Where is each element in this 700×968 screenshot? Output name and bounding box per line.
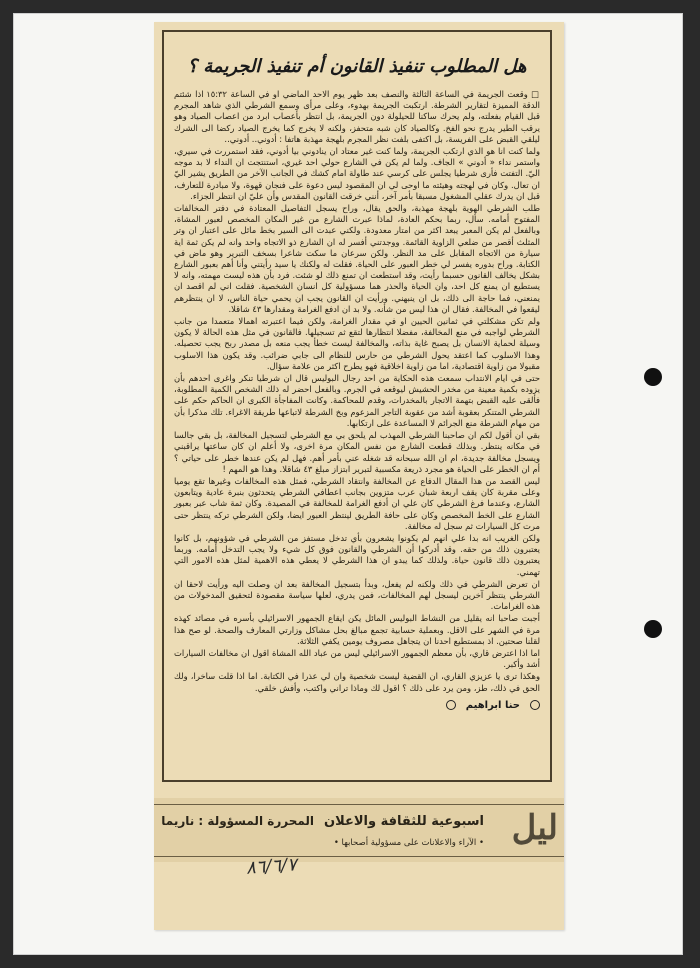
- handwritten-date: ٨٦/٦/٧: [245, 854, 298, 879]
- article-byline: [174, 700, 540, 711]
- newspaper-clipping: [154, 22, 564, 930]
- article-paragraph: ولم تكن مشكلتي في ثمانين الحيين او في مقدار الغرامة، ولكن فيما اعتبرته اهمالا متعمدا من جانب الشرطي لواجبه في منع المخالفة، مفضلا انتظارها لتقع ثم تسجيلها. فالقانون في مثل هذه الحالة لا يكون وسيلة لحماية الانسان بل يصبح غاية بذاته، والمخالفة ليست خطأ يجب منعه بل مصدر ربح يجب تحصيله. وهذا الاسلوب كما اعتقد يحول الشرطي من حارس للنظام الى جابي ضرائب. وقد يكون هذا الاسلوب مقبولا من زاوية اقتصادية، اما من زاوية اخلاقية فهو يطرح اكثر من علامة سؤال.: [174, 316, 540, 371]
- article-box: [162, 30, 552, 782]
- article-paragraph: وهكذا ترى يا عزيزي القاري، ان القضية ليست شخصية وان لي عذرا في الكتابة. اما اذا قلت ساخرا، ولك الحق في ذلك، طز، ومن يرد على ذلك ؟ اقول لك وماذا تراني واكتب، وأفش خلقي.: [174, 671, 540, 693]
- divider: [154, 856, 564, 857]
- article-paragraph: ولما كنت انا هو الذي ارتكب الجريمة، ولما كنت غير معتاد ان ينادوني بيا أدوني، فقد استمررت في سيري، واستمر نداء « أدوني » الجاف. ولما لم يكن في الشارع حولي احد غيري، استنتجت ان النداء لا بد موجه اليّ. التفتت فأرى شرطيا يجلس على كرسي عند طاولة امام كشك في الجانب الآخر من الطريق يشير اليّ ان تعال. وكان في لهجته وهيئته ما اوحى لي ان المقصود ليس دعوة على فنجان قهوة، ولا مبادرة للتعارف، قبل ان يدرك عقلي المشغول مسبقا بأمر آخر، أنني خرقت القانون المقدس وأن عليّ ان انتظر الجزاء.: [174, 146, 540, 201]
- article-paragraph: أجبت صاحبا انه يقليل من النشاط البوليس المائل يكن ايقاع الجمهور الاسرائيلي بأسره في مصائد كهذه مرة في الشهر على الاقل. وبعملية حسابية تجمع مبالغ بحل مشاكل وزارتي المعارف والصحة. لو صح هذا لقلنا صحتين. اذ بمستطيع احدنا ان يتجاهل مصروف يومين يكفي الثلاثة.: [174, 613, 540, 646]
- article-paragraph: ان تعرض الشرطي في ذلك ولكنه لم يفعل، وبدأ بتسجيل المخالفة بعد ان وصلت اليه ورأيت لاحقا ان الشرطي ينتظر آخرين ليسجل لهم المخالفات، فمن يدري، لعلها سياسة مقصودة لتحقيق المدخولات من هذه الغرامات.: [174, 578, 540, 612]
- author-name: حنا ابراهيم: [465, 699, 520, 711]
- article-paragraph: طلب الشرطي الهوية بلهجة مهذبة، والحق يقال، وراح يسجل التفاصيل المعتادة في دفتر المخالفات المفتوح أمامه. سأل، ربما بحكم العادة، لماذا عبرت الشارع من غير المكان المخصص لعبور المشاة، وبالفعل لم يكن المعبر يبعد اكثر من امتار معدودة. ولكني عبدت الى السير بخط مائل على اعتبار ان وتر المثلث أقصر من ضلعي الزاوية القائمة. ووجدتني أفسر له ان الشارع ذو الاتجاه واحد وانه لم يكن ثمة اية سيارة من الاتجاه المقابل على مد النظر. ولكن سرعان ما سكت شاعرا بسخف التبرير وهو ماض في الكتابة. وراح بدوره يفسر لي خطر العبور على الحياة. فقلت له ولكنك يا سيد رأيتني وأنا أهم بعبور الشارع بشكل يخالف القانون حسبما رأيت، وقد استطعت ان تمنع ذلك لو شئت. فرد بأن هذه ليست مهمته، وانه لا يستطيع ان يمنع كل احد، وان الحياة والحذر هما مسؤولية كل انسان الشخصية. فقلت اني لم اقصد ان يمنعني، فما حاجة الى ذلك، بل ان ينبهني. ورأيت ان القانون يجب ان يحمي حياة الناس، لا ان ينتظرهم ليقعوا في المخالفة. فقال ان هذا ليس من شأنه. ولا بد ان ادفع الغرامة ومقدارها ٤٣ شاقلا.: [174, 203, 540, 314]
- masthead-disclaimer: • الآراء والاعلانات على مسؤولية أصحابها •: [333, 838, 484, 848]
- article-paragraph: ولكن الغريب انه بدا علي انهم لم يكونوا يشعرون بأي تدخل مستفز من الشرطي في شؤونهم، بل كانوا يعتبرون ذلك من حقه. وقد أدركوا أن الشرطي والقانون فوق كل شيء ولا يجب التدخل أمامه. وربما يعتبرون ذلك قانون حياة. ولذلك كما يبدو ان هذا الشرطي لا يعطي هذه الاهمية لمثل هذه الامور التي تهمني.: [174, 532, 540, 577]
- masthead-tagline: اسبوعية للثقافة والاعلان: [323, 814, 484, 829]
- newspaper-logo: ليل: [511, 808, 558, 848]
- punch-hole: [644, 368, 662, 386]
- archive-page: [14, 14, 682, 954]
- masthead-editor: المحررة المسؤولة : ناريما: [161, 814, 314, 828]
- punch-hole: [644, 620, 662, 638]
- divider: [154, 804, 564, 805]
- article-paragraph: اما اذا اعترض قاري، بأن معظم الجمهور الاسرائيلي ليس من عباد الله المشاة اقول ان مخالفات السيارات أشد وأكبر.: [174, 647, 540, 670]
- article-body: [174, 89, 540, 694]
- article-headline: هل المطلوب تنفيذ القانون أم تنفيذ الجريمة ؟: [187, 56, 527, 77]
- article-paragraph: بقي ان أقول لكم ان صاحبنا الشرطي المهذب لم يلحق بي مع الشرطي لتسجيل المخالفة، بل بقي جالسا في مكانه ينتظر. وبذلك قطعت الشارع من نفس المكان مرة اخرى، ولا أعلم ان كان ساعتها يراقبني ويسجل مخالفة جديدة، ام ان الله سبحانه قد شغله عني بأمر أهم. فهل لم يكن عندها خطر على حياتي ؟ أم ان الخطر على الحياة هو مجرد ذريعة مكسبية لتبرير ابتزاز مبلغ ٤٣ شاقلا. وهذا هو المهم !: [174, 430, 540, 474]
- newspaper-masthead: [154, 798, 564, 862]
- article-paragraph: حتى في ايام الانتداب سمعت هذه الحكاية من احد رجال البوليس قال ان شرطيا تنكر واغرى احدهم بأن يزوده بكمية معينة من مخدر الحشيش ليوقعه في الجرم. وبالفعل احضر له ذلك الشخص الكمية المطلوبة، فألقى عليه القبض بتهمة الاتجار بالمخدرات، وقدم للمحاكمة. وكانت المفاجأة الكبرى ان الحاكم حكم على الشرطي المتنكر بعقوبة أشد من عقوبة التاجر المزعوم وبخ الشرطة لاتباعها طريقة الاغراء. تلك مذكرا بأن من مهام الشرطة منع الجرائم لا المساعدة على ارتكابها.: [174, 373, 540, 428]
- article-paragraph: ليس القصد من هذا المقال الدفاع عن المخالفة وانتقاد الشرطي، فمثل هذه المخالفات وغيرها تقع يوميا وعلى مقربة كان يقف اربعة شبان عرب متزوين بجانب اعطافي الشرطي يتحدثون بنبرة عادية ويتابعون الشارع، وعندما فرغ الشرطي كان علي ان أدفع الغرامة للمخالفة في المصيدة. وكان ثمة شاب عبر بعبور الشارع على الخط المخصص وكان على حافة الطريق لينتظر العبور ايضا، ولكن الشرطي تركه ينتظر حتى مرت كل السيارات ثم سجل له مخالفة.: [174, 475, 540, 531]
- article-paragraph: □ وقعت الجريمة في الساعة الثالثة والنصف بعد ظهر يوم الاحد الماضي او في الساعة ١٥:٣٢ اذا شئتم الدقة المميزة لتقارير الشرطة. ارتكبت الجريمة بهدوء، وعلى مرأى وسمع الشرطي الذي شاهد المجرم قبل القيام بفعلته، ولم يحرك ساكنا للحيلولة دون الجريمة، بل انتظر بأعصاب ابرد من اعصاب الصياد وهو يرقب الطير يدرج نحو الفخ. وكالصياد كان شبه متحفز، ولكنه لا يخرج كما يخرج الصياد ركضا الى الشرك ليلقي القبض على الفريسة، بل اكتفى بلفت نظر المجرم بلهجة مهذبة هاتفا : أدوني.. أدوني..: [174, 89, 540, 144]
- bullet-ring-icon: [530, 700, 540, 710]
- bullet-ring-icon: [446, 700, 456, 710]
